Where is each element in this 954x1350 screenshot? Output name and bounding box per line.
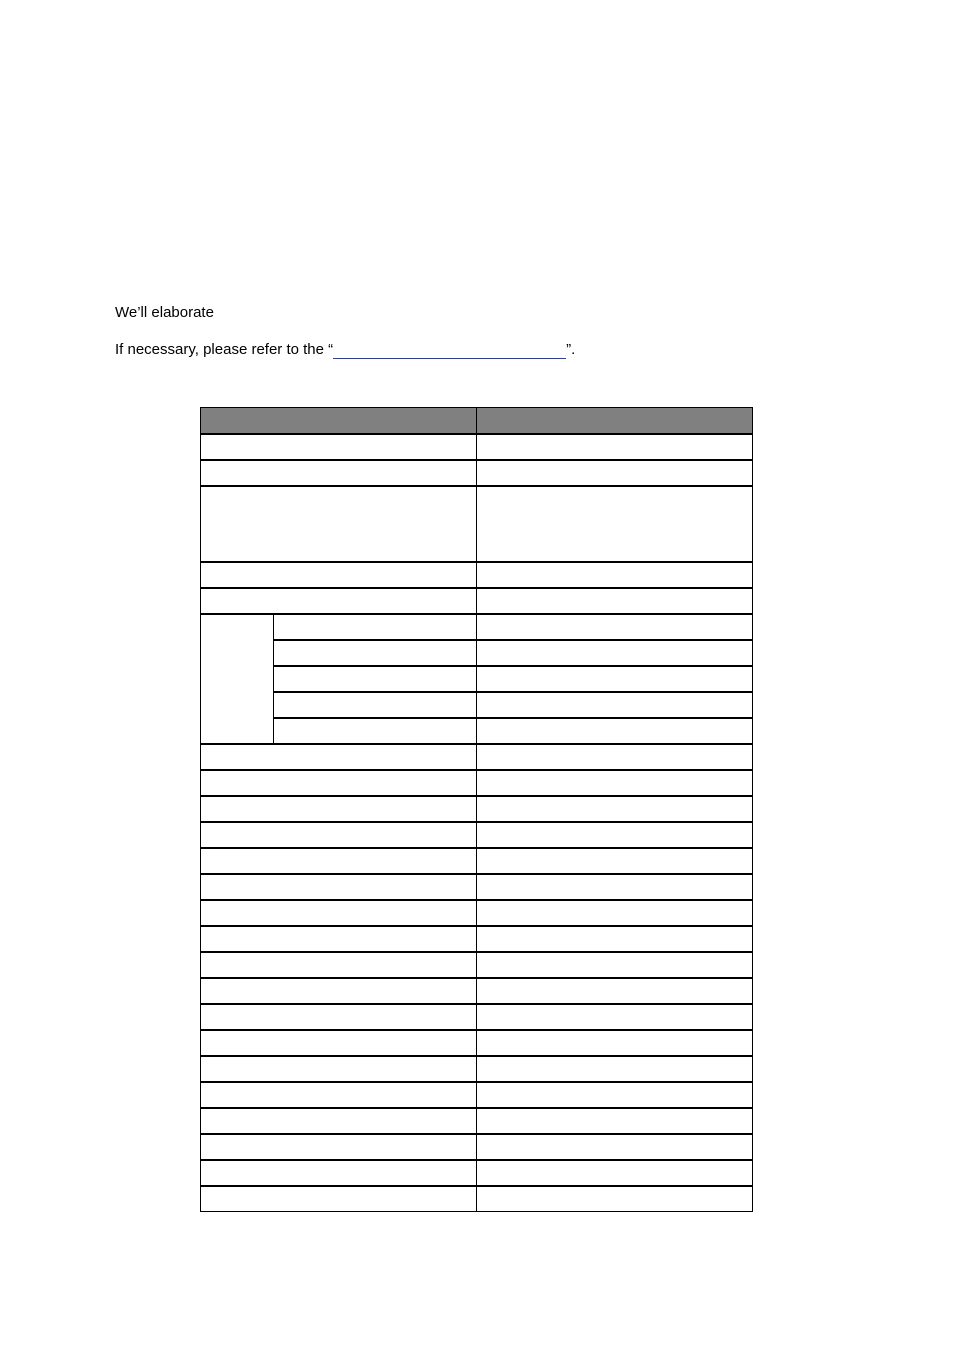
table-cell-label: [201, 1108, 477, 1134]
table-row: [201, 770, 753, 796]
table-cell-value: [477, 460, 753, 486]
table-row: [201, 822, 753, 848]
table-subcell-value: [477, 614, 753, 640]
table-cell-label: [201, 588, 477, 614]
table-row: [201, 744, 753, 770]
table-cell-value: [477, 848, 753, 874]
table-row: [201, 1134, 753, 1160]
table-row: [201, 460, 753, 486]
table-cell-value: [477, 434, 753, 460]
table-cell-label: [201, 978, 477, 1004]
table-subcell-label: [274, 614, 477, 640]
table-row: [201, 1160, 753, 1186]
table-cell-value: [477, 588, 753, 614]
spec-table: [200, 407, 753, 1212]
table-subcell-value: [477, 666, 753, 692]
table-header-row: [201, 408, 753, 435]
table-group-row: [201, 666, 753, 692]
intro-text: We’ll elaborate: [115, 304, 214, 321]
table-group-row: [201, 692, 753, 718]
table-cell-value: [477, 744, 753, 770]
table-cell-label: [201, 1082, 477, 1108]
table-subcell-value: [477, 640, 753, 666]
table-subcell-value: [477, 718, 753, 744]
reference-prefix: If necessary, please refer to the “: [115, 341, 334, 358]
table-subcell-label: [274, 640, 477, 666]
table-row: [201, 1030, 753, 1056]
reference-sentence: [115, 341, 575, 359]
table-cell-value: [477, 486, 753, 562]
table-row: [201, 1004, 753, 1030]
table-subcell-value: [477, 692, 753, 718]
table-row: [201, 1186, 753, 1212]
table-cell-value: [477, 1160, 753, 1186]
table-cell-value: [477, 1030, 753, 1056]
table-row: [201, 562, 753, 588]
table-row: [201, 486, 753, 562]
table-subcell-label: [274, 666, 477, 692]
table-cell-label: [201, 1186, 477, 1212]
table-cell-label: [201, 822, 477, 848]
table-cell-value: [477, 1056, 753, 1082]
table-cell-value: [477, 900, 753, 926]
table-cell-label: [201, 486, 477, 562]
table-group-row: [201, 718, 753, 744]
table-cell-value: [477, 978, 753, 1004]
table-row: [201, 952, 753, 978]
table-cell-value: [477, 926, 753, 952]
table-cell-value: [477, 874, 753, 900]
table-cell-label: [201, 1030, 477, 1056]
table-cell-label: [201, 562, 477, 588]
table-group-row: [201, 640, 753, 666]
table-row: [201, 1056, 753, 1082]
table-row: [201, 1082, 753, 1108]
table-row: [201, 1108, 753, 1134]
table-group-label: [201, 614, 274, 744]
table-group-row: [201, 614, 753, 640]
table-cell-value: [477, 1004, 753, 1030]
table-cell-label: [201, 460, 477, 486]
table-subcell-label: [274, 692, 477, 718]
table-cell-label: [201, 770, 477, 796]
table-row: [201, 900, 753, 926]
table-cell-label: [201, 796, 477, 822]
table-cell-label: [201, 874, 477, 900]
table-row: [201, 588, 753, 614]
table-cell-value: [477, 1082, 753, 1108]
table-cell-label: [201, 434, 477, 460]
table-row: [201, 874, 753, 900]
table-subcell-label: [274, 718, 477, 744]
table-row: [201, 978, 753, 1004]
reference-suffix: ”.: [566, 341, 576, 358]
table-cell-label: [201, 744, 477, 770]
table-cell-label: [201, 952, 477, 978]
table-cell-label: [201, 926, 477, 952]
table-row: [201, 926, 753, 952]
table-cell-value: [477, 952, 753, 978]
header-cell-2: [477, 408, 753, 435]
table-cell-label: [201, 900, 477, 926]
table-cell-label: [201, 848, 477, 874]
table-cell-value: [477, 822, 753, 848]
table-cell-value: [477, 1108, 753, 1134]
header-cell-1: [201, 408, 477, 435]
table-cell-label: [201, 1056, 477, 1082]
table-cell-label: [201, 1004, 477, 1030]
table-cell-label: [201, 1160, 477, 1186]
table-row: [201, 796, 753, 822]
table-cell-value: [477, 1186, 753, 1212]
table-row: [201, 848, 753, 874]
table-row: [201, 434, 753, 460]
table-cell-value: [477, 796, 753, 822]
table-cell-label: [201, 1134, 477, 1160]
reference-link[interactable]: [333, 341, 566, 359]
table-cell-value: [477, 770, 753, 796]
table-cell-value: [477, 1134, 753, 1160]
table-cell-value: [477, 562, 753, 588]
